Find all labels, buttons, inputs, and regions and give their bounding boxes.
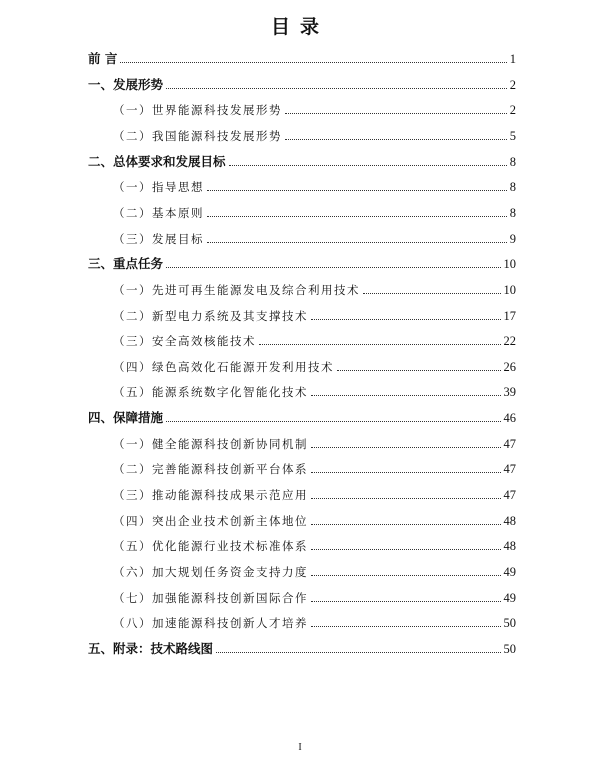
toc-section-entry[interactable]	[113, 124, 516, 144]
dot-leader	[311, 471, 501, 473]
toc-chapter-entry[interactable]	[88, 637, 516, 657]
toc-page-number: 8	[509, 205, 516, 220]
toc-entry-label: （八）加速能源科技创新人才培养	[113, 616, 308, 631]
toc-entry-label: 三、重点任务	[88, 256, 164, 272]
toc-entry-label: 四、保障措施	[88, 410, 164, 426]
dot-leader	[337, 369, 501, 371]
dot-leader	[311, 446, 501, 448]
toc-entry-label: 二、总体要求和发展目标	[88, 153, 226, 169]
toc-page-number: 2	[509, 77, 516, 92]
toc-entry-label: （二）我国能源科技发展形势	[113, 128, 282, 143]
toc-chapter-entry[interactable]	[88, 252, 516, 272]
toc-page-number: 47	[503, 488, 516, 503]
page-folio: I	[298, 742, 302, 753]
toc-entry-label: （三）推动能源科技成果示范应用	[113, 488, 308, 503]
dot-leader	[311, 625, 501, 627]
toc-section-entry[interactable]	[113, 355, 516, 375]
toc-chapter-entry[interactable]	[88, 150, 516, 170]
dot-leader	[259, 343, 501, 345]
toc-page-number: 46	[503, 411, 516, 426]
toc-section-entry[interactable]	[113, 483, 516, 503]
toc-page-number: 49	[503, 565, 516, 579]
toc-section-entry[interactable]	[113, 329, 516, 349]
toc-title: 目录	[270, 16, 329, 38]
dot-leader	[311, 600, 501, 602]
toc-page-number: 26	[503, 359, 516, 374]
toc-section-entry[interactable]	[113, 175, 516, 195]
toc-section-entry[interactable]	[113, 304, 516, 324]
dot-leader	[311, 394, 501, 396]
toc-entry-label: （一）先进可再生能源发电及综合利用技术	[113, 282, 360, 297]
toc-section-entry[interactable]	[113, 380, 516, 400]
toc-entry-label: （五）优化能源行业技术标准体系	[113, 539, 308, 554]
toc-entry-label: （三）安全高效核能技术	[113, 334, 256, 349]
dot-leader	[311, 497, 501, 499]
toc-entry-label: （一）指导思想	[113, 180, 204, 195]
dot-leader	[311, 523, 501, 525]
toc-section-entry[interactable]	[113, 278, 516, 298]
toc-entry-label: （二）基本原则	[113, 205, 204, 220]
toc-entry-label: 前 言	[88, 51, 118, 66]
toc-section-entry[interactable]	[113, 201, 516, 221]
dot-leader	[363, 292, 501, 294]
toc-page-number: 50	[503, 641, 516, 656]
toc-entry-label: （四）突出企业技术创新主体地位	[113, 513, 308, 528]
toc-section-entry[interactable]	[113, 457, 516, 477]
toc-section-entry[interactable]	[113, 534, 516, 554]
toc-section-entry[interactable]	[113, 432, 516, 452]
toc-page-number: 48	[503, 513, 516, 528]
toc-page-number: 22	[503, 334, 516, 349]
toc-chapter-entry[interactable]	[88, 73, 516, 93]
toc-entry-label: 五、附录：技术路线图	[88, 640, 214, 656]
toc-chapter-entry[interactable]	[88, 406, 516, 426]
toc-section-entry[interactable]	[113, 227, 516, 247]
toc-section-entry[interactable]	[113, 586, 516, 606]
toc-page-number: 8	[509, 154, 516, 169]
toc-page-number: 1	[509, 52, 516, 66]
dot-leader	[216, 651, 500, 653]
dot-leader	[166, 87, 507, 89]
toc-entry-label: （二）新型电力系统及其支撑技术	[113, 308, 308, 323]
toc-page-number: 49	[503, 590, 516, 605]
dot-leader	[285, 138, 507, 140]
dot-leader	[311, 318, 501, 320]
dot-leader	[311, 574, 501, 576]
toc-section-entry[interactable]	[113, 560, 516, 580]
toc-section-entry[interactable]	[113, 509, 516, 529]
toc-page-number: 2	[509, 103, 516, 118]
toc-page-number: 10	[503, 282, 516, 297]
toc-page-number: 50	[503, 616, 516, 631]
dot-leader	[207, 189, 507, 191]
toc-page-number: 47	[503, 462, 516, 477]
dot-leader	[207, 241, 507, 243]
dot-leader	[120, 61, 506, 63]
toc-page-number: 10	[503, 257, 516, 272]
toc-page-number: 17	[503, 308, 516, 323]
toc-page-number: 5	[509, 128, 516, 143]
toc-page-number: 9	[509, 231, 516, 246]
dot-leader	[285, 112, 507, 114]
toc-entry-label: （三）发展目标	[113, 231, 204, 246]
toc-entry-label: （五）能源系统数字化智能化技术	[113, 385, 308, 400]
toc-entry-label: （七）加强能源科技创新国际合作	[113, 590, 308, 605]
toc-page-number: 47	[503, 436, 516, 451]
dot-leader	[166, 266, 500, 268]
dot-leader	[166, 420, 500, 422]
dot-leader	[311, 548, 501, 550]
dot-leader	[229, 164, 507, 166]
toc-section-entry[interactable]	[113, 98, 516, 118]
toc-page-number: 8	[509, 180, 516, 195]
dot-leader	[207, 215, 507, 217]
toc-entry-label: （一）健全能源科技创新协同机制	[113, 436, 308, 451]
toc-page-number: 48	[503, 539, 516, 554]
toc-chapter-entry[interactable]	[88, 47, 516, 67]
toc-entry-label: （四）绿色高效化石能源开发利用技术	[113, 359, 334, 374]
toc-entry-label: （一）世界能源科技发展形势	[113, 103, 282, 118]
toc-entry-label: 一、发展形势	[88, 76, 164, 92]
toc-entry-label: （六）加大规划任务资金支持力度	[113, 565, 308, 579]
toc-page-number: 39	[503, 385, 516, 400]
toc-section-entry[interactable]	[113, 611, 516, 631]
toc-entry-label: （二）完善能源科技创新平台体系	[113, 462, 308, 477]
